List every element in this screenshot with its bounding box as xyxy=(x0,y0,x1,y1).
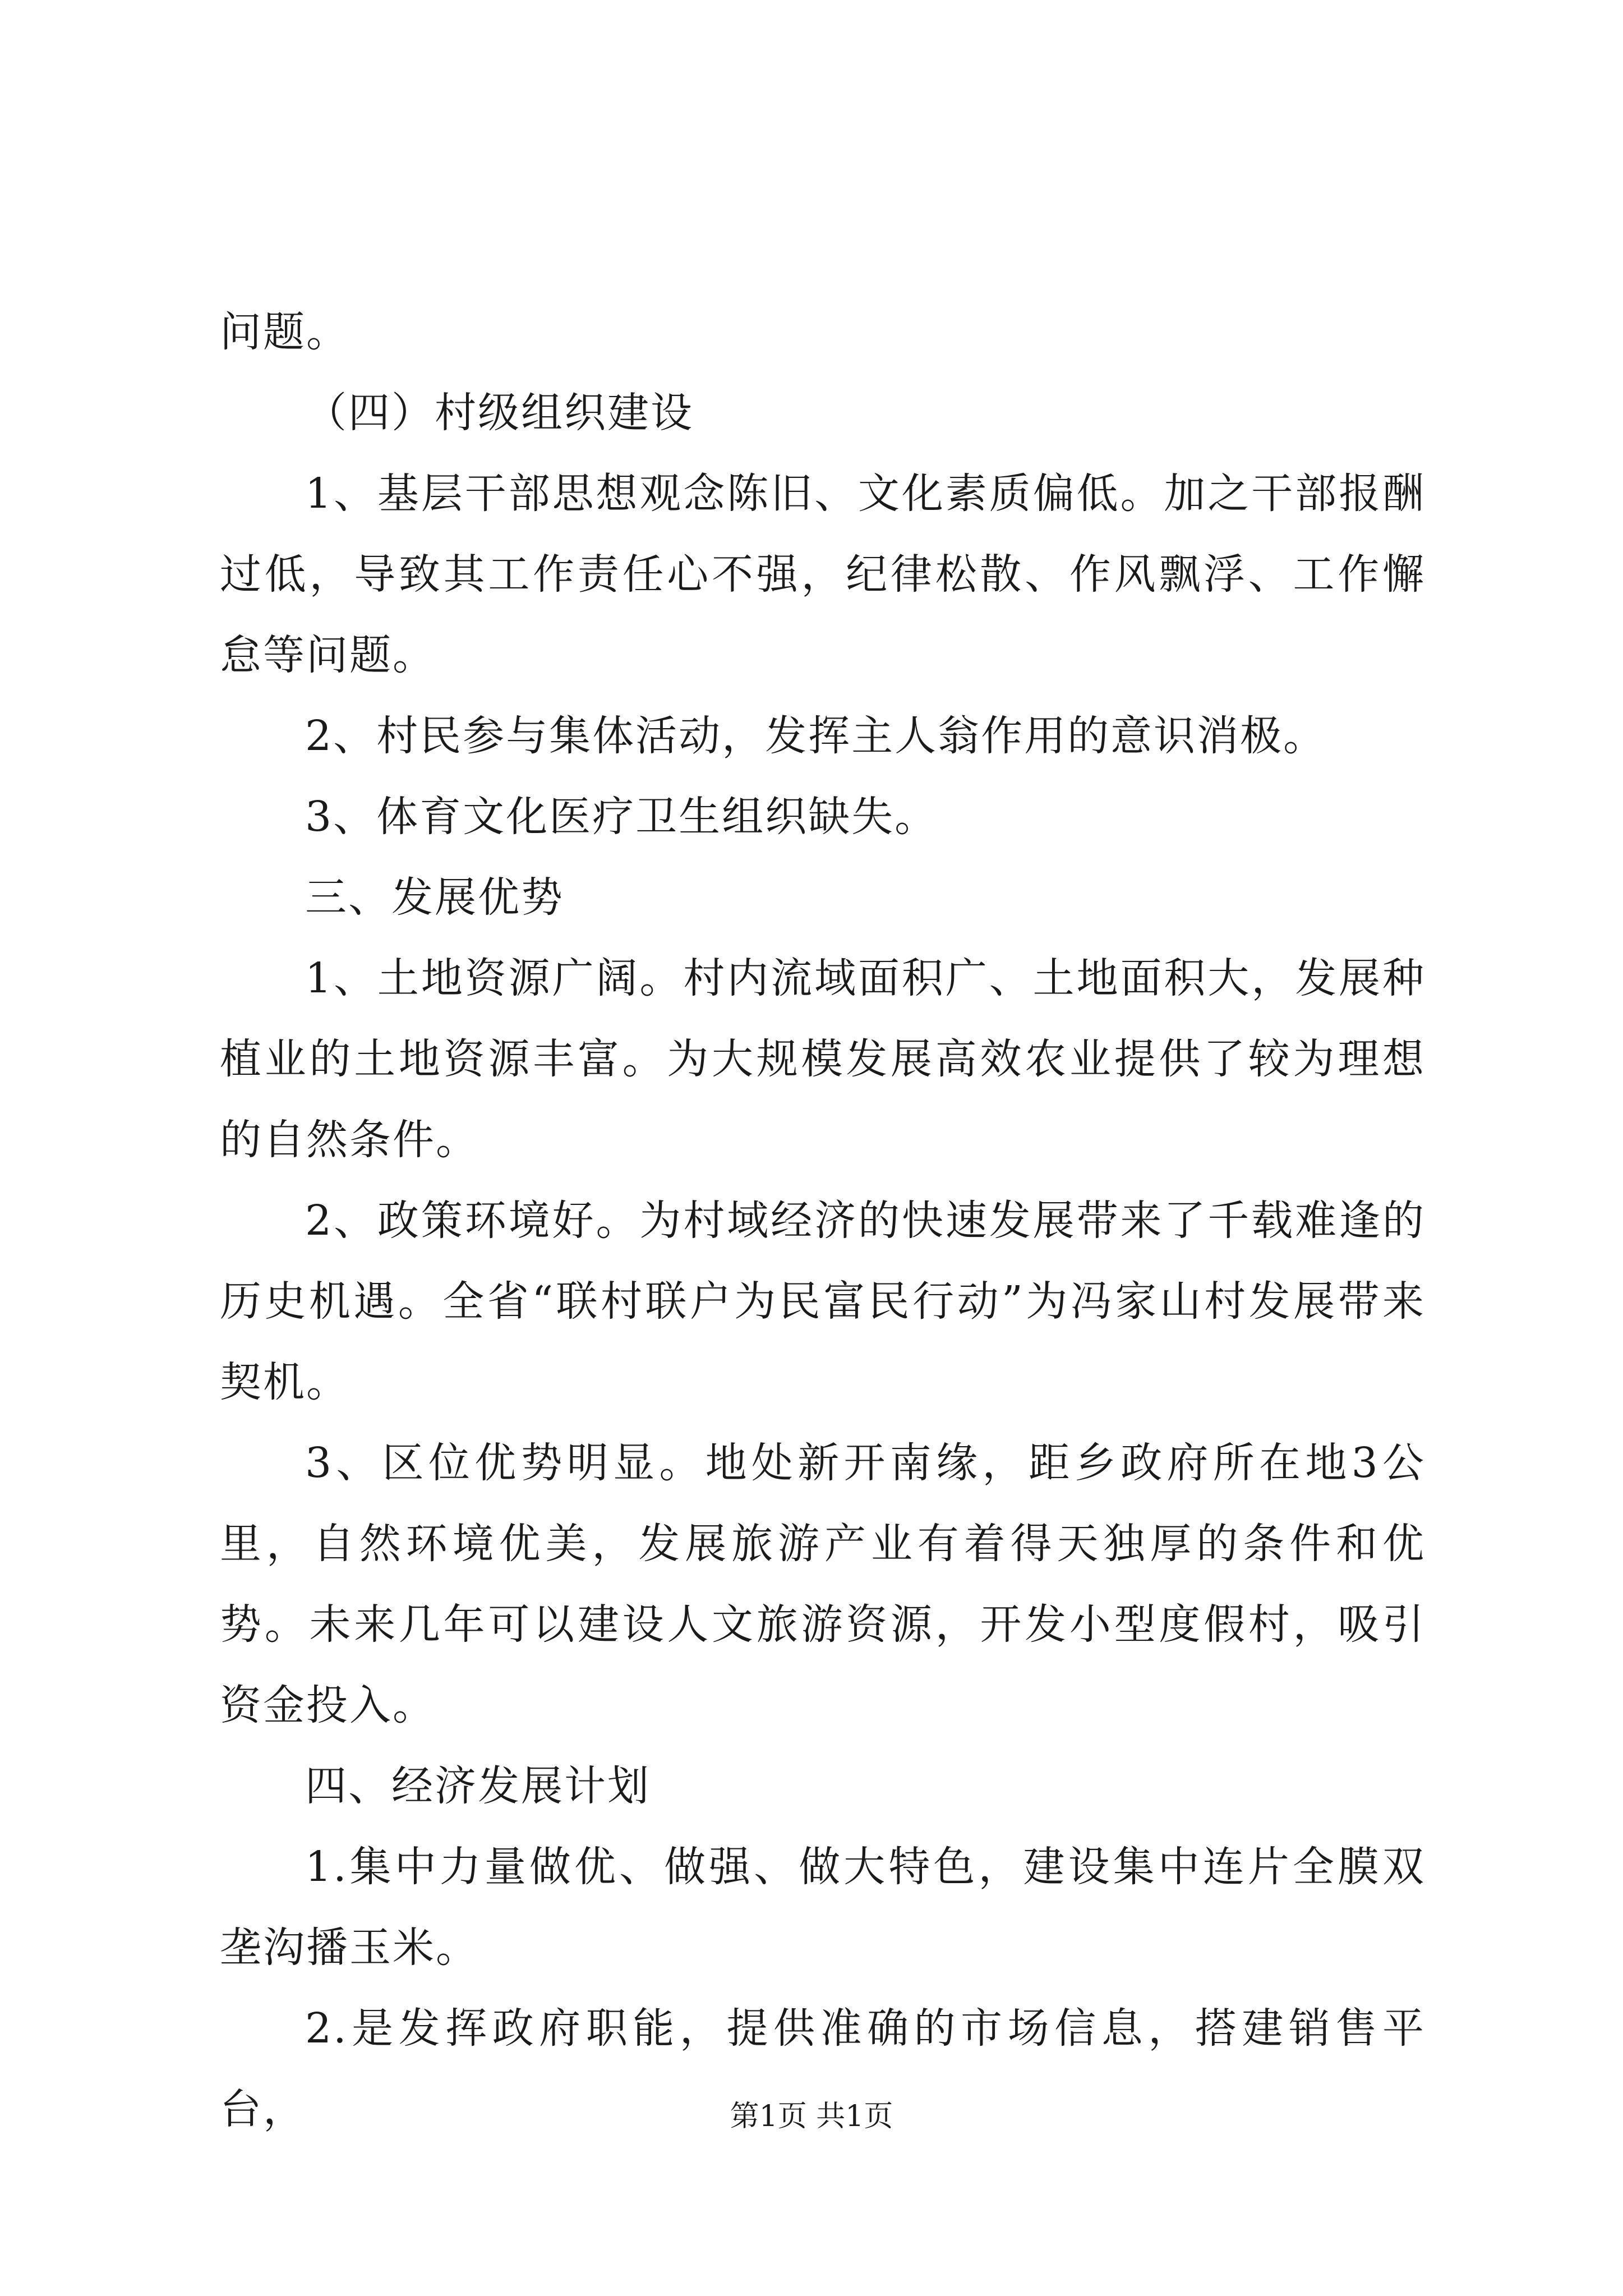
paragraph: 2、村民参与集体活动，发挥主人翁作用的意识消极。 xyxy=(305,712,1327,760)
page-number: 第1页 共1页 xyxy=(730,2100,893,2133)
paragraph: 1、基层干部思想观念陈旧、文化素质偏低。加之干部报酬过低，导致其工作责任心不强，纪律松散、作风飘浮、工作懈怠等问题。 xyxy=(220,470,1426,679)
section-heading: 四、经济发展计划 xyxy=(305,1762,651,1810)
paragraph: 问题。 xyxy=(220,308,349,356)
paragraph: 1.集中力量做优、做强、做大特色，建设集中连片全膜双垄沟播玉米。 xyxy=(220,1843,1426,1972)
paragraph: 3、区位优势明显。地处新开南缘，距乡政府所在地3公里，自然环境优美，发展旅游产业有着得天独厚的条件和优势。未来几年可以建设人文旅游资源，开发小型度假村，吸引资金投入。 xyxy=(220,1439,1426,1729)
section-heading: 三、发展优势 xyxy=(305,873,564,922)
document-body xyxy=(220,292,1426,2150)
paragraph: 1、土地资源广阔。村内流域面积广、土地面积大，发展种植业的土地资源丰富。为大规模发展高效农业提供了较为理想的自然条件。 xyxy=(220,954,1426,1164)
section-heading: （四）村级组织建设 xyxy=(305,389,694,437)
paragraph: 2、政策环境好。为村域经济的快速发展带来了千载难逢的历史机遇。全省“联村联户为民富民行动”为冯家山村发展带来契机。 xyxy=(220,1197,1426,1406)
page-footer xyxy=(0,2092,1623,2134)
paragraph: 2.是发挥政府职能，提供准确的市场信息，搭建销售平台， xyxy=(220,2004,1426,2133)
paragraph: 3、体育文化医疗卫生组织缺失。 xyxy=(305,793,938,841)
